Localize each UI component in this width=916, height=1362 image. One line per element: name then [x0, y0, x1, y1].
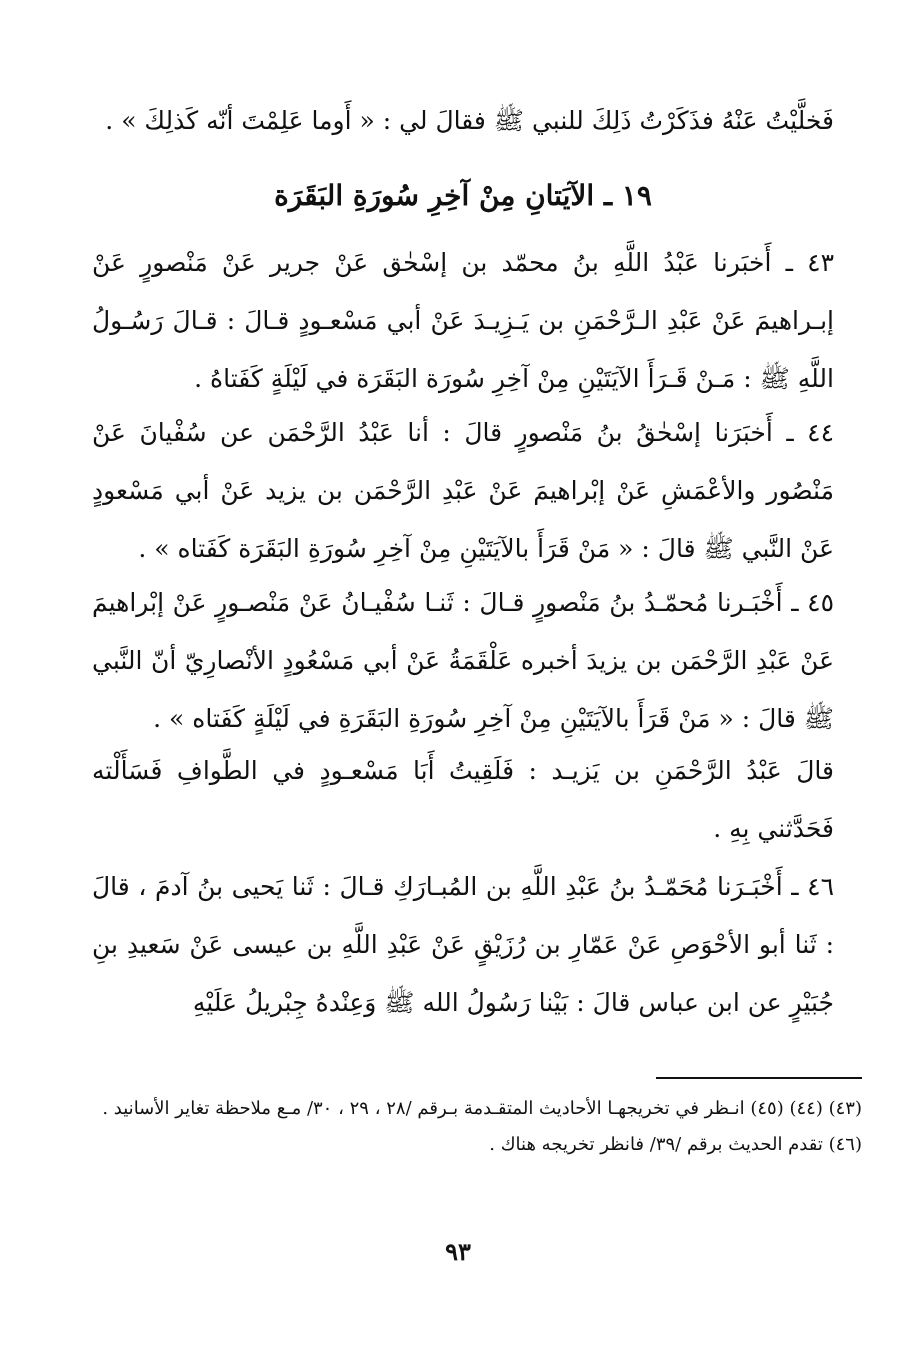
hadith-46-paragraph: ٤٦ ـ أَخْبَـرَنا مُحَمّـدُ بنُ عَبْدِ اللَّهِ بن المُبـارَكِ قـالَ : ثَنا يَحيى بنُ آدمَ ، قالَ : ثَنا أبو الأحْوَصِ عَنْ عَمّارِ بن رُزَيْقٍ عَنْ عَبْدِ اللَّهِ بن عيسى عَنْ سَعيدِ بنِ جُبَيْرٍ عن ابن عباس قالَ : بَيْنا رَسُولُ الله ﷺ وَعِنْدهُ جِبْريلُ عَلَيْهِ	[92, 872, 834, 1017]
narrator-note-paragraph: قالَ عَبْدُ الرَّحْمَنِ بن يَزيـد : فَلَقِيتُ أَبَا مَسْعـودٍ في الطَّوافِ فَسَأَلْته فَحَدَّثني بِهِ .	[92, 756, 834, 843]
intro-paragraph: فَخلَّيْتُ عَنْهُ فذَكَرْتُ ذَلِكَ للنبي ﷺ فقالَ لي : « أَوما عَلِمْتَ أنّه كَذلِكَ » .	[105, 106, 834, 135]
hadith-45-paragraph: ٤٥ ـ أَخْبَـرنا مُحمّـدُ بنُ مَنْصورٍ قـالَ : ثَنـا سُفْيـانُ عَنْ مَنْصـورٍ عَنْ إبْراهيمَ عَنْ عَبْدِ الرَّحْمَن بن يزيدَ أخبره عَلْقَمَةُ عَنْ أبي مَسْعُودٍ الأنْصارِيّ أنّ النَّبي ﷺ قالَ : « مَنْ قَرَأَ بالآيَتَيْنِ مِنْ آخِرِ سُورَةِ البَقَرَةِ في لَيْلَةٍ كَفَتاه » .	[92, 588, 834, 733]
footnotes	[92, 1094, 862, 1166]
page-number: ٩٣	[445, 1237, 471, 1266]
section-heading: ١٩ ـ الآيَتانِ مِنْ آخِرِ سُورَةِ البَقَرَة	[274, 179, 652, 212]
hadith-44-paragraph: ٤٤ ـ أَخبَرَنا إسْحٰقُ بنُ مَنْصورٍ قالَ : أنا عَبْدُ الرَّحْمَن عن سُفْيانَ عَنْ مَنْصُور والأعْمَشِ عَنْ إبْراهيمَ عَنْ عَبْدِ الرَّحْمَن بن يزيد عَنْ أبي مَسْعودٍ عَنْ النَّبي ﷺ قالَ : « مَنْ قَرَأَ بالآيَتَيْنِ مِنْ آخِرِ سُورَةِ البَقَرَة كَفَتاه » .	[92, 418, 834, 563]
footnote-43-45: (٤٣) (٤٤) (٤٥) انـظر في تخريجهـا الأحاديث المتقـدمة بـرقم /٢٨ ، ٢٩ ، ٣٠/ مـع ملاحظة تغاير الأسانيد .	[102, 1098, 862, 1119]
hadith-43-paragraph: ٤٣ ـ أَخبَرنا عَبْدُ اللَّهِ بنُ محمّد بن إسْحٰق عَنْ جرير عَنْ مَنْصورٍ عَنْ إبـراهيمَ عَنْ عَبْدِ الـرَّحْمَنِ بن يَـزِيـدَ عَنْ أبي مَسْعـودٍ قـالَ : قـالَ رَسُـولُ اللَّهِ ﷺ : مَـنْ قَـرَأَ الآيَتَيْنِ مِنْ آخِرِ سُورَة البَقَرَة في لَيْلَةٍ كَفَتاهُ .	[92, 248, 834, 393]
footnote-divider	[656, 1077, 862, 1079]
footnote-46: (٤٦) تقدم الحديث برقم /٣٩/ فانظر تخريجه هناك .	[489, 1134, 862, 1155]
